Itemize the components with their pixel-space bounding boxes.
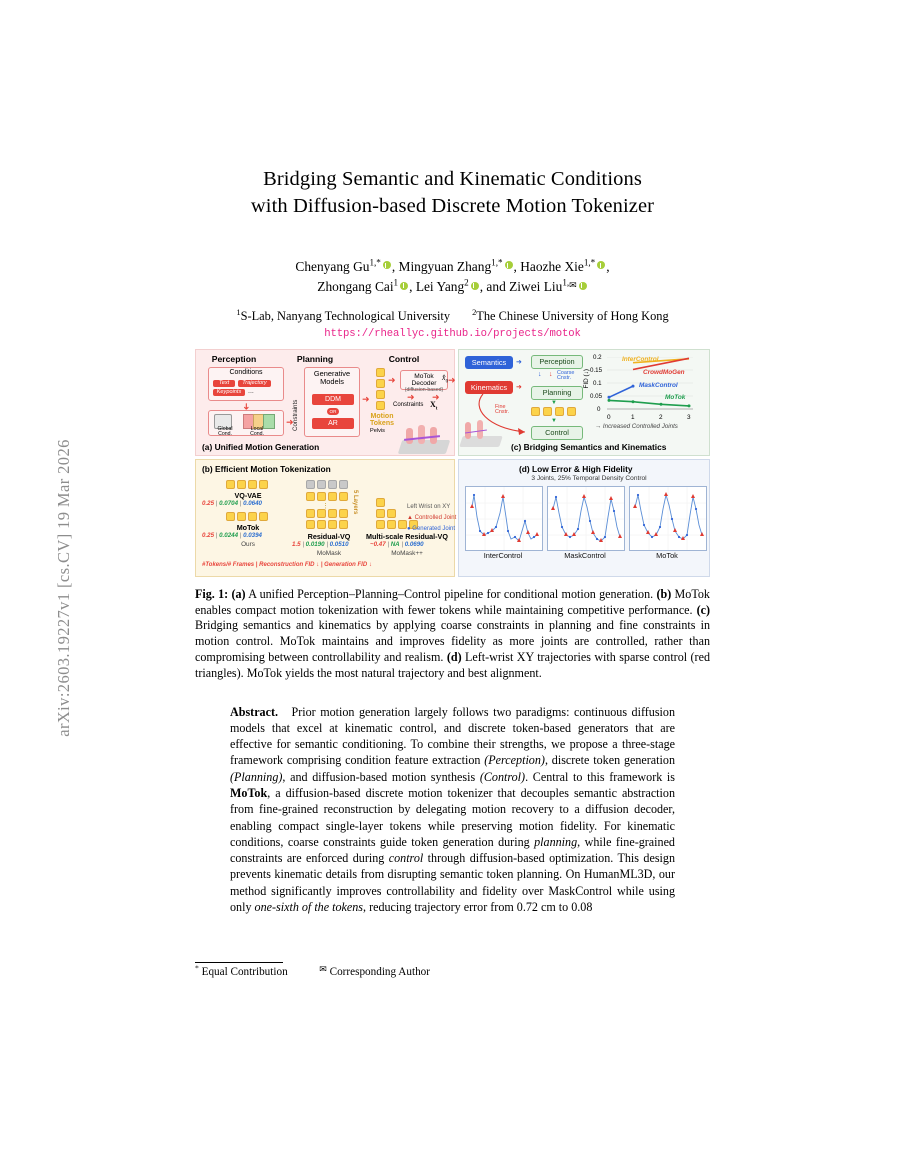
abstract-text: Prior motion generation largely follows two paradigms: continuous diffusion models that excel at kinematic control, and discrete token-based generators that are effective for semantic conditioning. To combine their strengths, we propose a three-stage framework comprising condition feature extraction (Perception), discrete token generation (Planning), and diffusion-based motion synthesis (Control). Central to this framework is MoTok, a diffusion-based discrete motion tokenizer that decouples semantic abstraction from fine-grained reconstruction by delegating motion recovery to a diffusion decoder, enabling compact single-layer tokens while preserving motion fidelity. For kinematic conditions, coarse constraints guide token generation during planning, while fine-grained constraints are enforced during control through diffusion-based optimization. This design prevents kinematic details from disrupting semantic token planning. On HumanML3D, our method significantly improves controllability and fidelity over MaskControl while using only one-sixth of the tokens, reducing trajectory error from 0.72 cm to 0.08	[230, 704, 675, 914]
human-mesh-illustration	[459, 412, 503, 452]
fid-line-chart	[585, 353, 709, 435]
orcid-icon[interactable]	[579, 282, 587, 290]
arrow-right-icon: ➜	[516, 382, 522, 391]
motok-decoder-box	[400, 370, 448, 393]
multiscale-label: Multi-scale Residual-VQ	[366, 531, 448, 541]
panel-a-headers	[196, 350, 454, 364]
figure-1	[195, 349, 710, 577]
chip-ellipsis: ...	[248, 387, 254, 395]
arrow-up-icon: ➜	[407, 391, 415, 402]
chip-text: Text	[213, 380, 235, 387]
gen-models-label-1: Generative	[313, 368, 351, 378]
chart-xlabel: → Increased Controlled Joints	[595, 422, 678, 430]
motok-label: MoTok	[236, 522, 260, 532]
title-line-1: Bridging Semantic and Kinematic Conditions	[263, 168, 642, 190]
multiscale-metrics: ~0.47 | NA | 0.0690	[370, 540, 424, 548]
residual-vq-metrics: 1.5 | 0.0190 | 0.0510	[292, 540, 349, 548]
panel-c-caption: (c) Bridging Semantics and Kinematics	[511, 441, 667, 452]
author-line-2: Zhongang Cai$^1$ , Lei Yang$^2$ , and Ziwei Liu$^{1,✉}$	[195, 277, 710, 297]
motion-token	[376, 379, 385, 388]
arrow-down-icon: ↓	[549, 369, 553, 378]
project-url-link[interactable]: https://rheallyc.github.io/projects/motok	[324, 327, 581, 340]
chart-ylabel: FID (↓)	[583, 368, 590, 389]
conditions-box	[208, 367, 284, 401]
arxiv-stamp: arXiv:2603.19227v1 [cs.CV] 19 Mar 2026	[54, 439, 73, 737]
stage-planning-box: Planning	[531, 386, 583, 400]
arrow-right-icon: ➜	[362, 393, 370, 404]
arrow-right-icon: ➜	[388, 374, 396, 385]
pelvis-label: Pelvis	[370, 427, 385, 434]
chart-xtick: 2	[659, 413, 663, 421]
residual-vq-sub: MoMask	[316, 549, 342, 557]
motok-metrics: 0.25 | 0.0244 | 0.0394	[202, 531, 263, 539]
affiliation-1: S-Lab, Nanyang Technological University	[240, 308, 451, 323]
trajectory-label-intercontrol: InterControl	[483, 550, 523, 560]
kinematics-box: Kinematics	[465, 381, 513, 394]
footnote-equal-contribution: Equal Contribution	[201, 966, 288, 978]
chip-keypoints: Keypoints	[213, 389, 245, 396]
local-cond-label-1: Local	[250, 425, 264, 432]
paper-page	[195, 0, 710, 1165]
chart-ytick: 0.2	[593, 353, 602, 361]
panel-d-subtitle: 3 Joints, 25% Temporal Density Control	[531, 474, 647, 482]
figure-caption-label: Fig. 1:	[195, 586, 229, 601]
author-chenyang-gu: Chenyang Gu	[295, 258, 370, 274]
x-hat-output: $x̂_0$	[442, 372, 449, 385]
trajectory-label-maskcontrol: MaskControl	[564, 550, 606, 560]
author-ziwei-liu: Ziwei Liu	[509, 278, 563, 294]
chart-ytick: 0	[597, 405, 601, 413]
orcid-icon[interactable]	[471, 282, 479, 290]
motok-sub: Ours	[241, 540, 255, 548]
trajectory-plot-maskcontrol	[547, 486, 625, 551]
gen-models-label-2: Models	[320, 377, 344, 387]
chart-ytick: 0.1	[593, 379, 602, 387]
page-title	[195, 166, 710, 221]
abstract-heading: Abstract.	[230, 704, 279, 719]
fine-cnstr-2: Cnstr.	[495, 409, 510, 416]
arrow-down-icon: ↓	[538, 369, 542, 378]
panel-d-caption: (d) Low Error & High Fidelity	[519, 463, 633, 474]
author-haozhe-xie: Haozhe Xie	[520, 258, 584, 274]
chart-legend-intercontrol: InterControl	[622, 355, 659, 363]
arrow-up-icon: ➜	[432, 391, 440, 402]
panel-a-caption: (a) Unified Motion Generation	[202, 441, 320, 452]
panel-b-efficient-motion-tokenization: (b) Efficient Motion Tokenization VQ-VAE 0.25 | 0.0704 | 0.0640 MoTok 0.25 | 0.0244 | 0.0394 Ours ⋮ 5 Layers Residual-VQ 1.5 | 0.0190 | 0.0510 MoMask Multi-scale Residual-VQ ~0.47 | NA | 0.0690 MoMask++ #Tokens/# Frames | Reconstruction FID ↓ | Generation FID ↓	[195, 459, 455, 577]
panel-a-header-control: Control	[388, 353, 420, 364]
stage-control-box: Control	[531, 426, 583, 440]
chart-ytick: 0.05	[590, 392, 603, 400]
trajectory-plot-motok	[629, 486, 707, 551]
arrow-down-icon: ➜	[241, 402, 252, 410]
panel-b-caption: (b) Efficient Motion Tokenization	[202, 463, 331, 474]
coarse-cnstr-1: Coarse	[557, 369, 575, 376]
semantics-box: Semantics	[465, 356, 513, 369]
footnote-rule	[195, 962, 283, 963]
footnote-corresponding-author: Corresponding Author	[329, 966, 430, 978]
chart-ytick: 0.15	[590, 366, 603, 374]
panel-d-legend-controlled: ▲ Controlled Joint	[407, 514, 457, 521]
panel-a-header-planning: Planning	[296, 353, 334, 364]
trajectory-label-motok: MoTok	[656, 550, 678, 560]
chart-xtick: 0	[607, 413, 611, 421]
chart-legend-motok: MoTok	[665, 393, 686, 401]
human-mesh-illustration	[392, 420, 456, 456]
envelope-icon: ✉	[319, 964, 327, 974]
vqvae-label: VQ-VAE	[234, 490, 262, 500]
motion-tokens-label-1: Motion	[370, 412, 394, 420]
affiliations: $^1$S-Lab, Nanyang Technological University $^2$The Chinese University of Hong Kong	[236, 306, 669, 323]
motion-tokens-label-2: Tokens	[370, 420, 394, 428]
or-box: OR	[327, 408, 339, 415]
chip-trajectory: Trajectory	[238, 380, 271, 387]
orcid-icon[interactable]	[383, 261, 391, 269]
chart-legend-crowdmogen: CrowdMoGen	[643, 368, 685, 376]
panel-d-legend-generated: ● Generated Joint	[407, 525, 455, 532]
chart-xtick: 3	[687, 413, 691, 421]
residual-vq-label: Residual-VQ	[307, 531, 351, 541]
panel-d-legend-title: Left Wrist on XY	[407, 503, 451, 510]
arrow-right-icon: ➜	[516, 357, 522, 366]
arrow-right-icon: ➜	[286, 416, 294, 427]
orcid-icon[interactable]	[597, 261, 605, 269]
motion-token	[376, 368, 385, 377]
footnote: * Equal Contribution ✉ Corresponding Author	[195, 963, 430, 978]
motion-token	[376, 390, 385, 399]
coarse-cnstr-2: Cnstr.	[557, 375, 572, 382]
title-line-2: with Diffusion-based Discrete Motion Tokenizer	[250, 195, 655, 218]
author-zhongang-cai: Zhongang Cai	[317, 278, 394, 294]
conditions-title: Conditions	[229, 368, 263, 376]
abstract-section	[230, 704, 675, 915]
figure-caption	[195, 587, 710, 682]
constraints-vertical-label: Constraints	[292, 399, 299, 431]
constraints-label: Constraints	[393, 401, 424, 408]
panel-a-unified-motion-generation	[195, 349, 455, 456]
motion-token	[376, 401, 385, 410]
cond-box	[208, 410, 284, 436]
stage-perception-box: Perception	[531, 355, 583, 369]
x-t-input: $X_t$	[430, 399, 438, 412]
global-cond-label-2: Cond.	[218, 431, 232, 438]
panel-c-bridging-semantics-kinematics	[458, 349, 710, 456]
orcid-icon[interactable]	[400, 282, 408, 290]
trajectory-plot-intercontrol	[465, 486, 543, 551]
vqvae-metrics: 0.25 | 0.0704 | 0.0640	[202, 499, 263, 507]
generative-models-box	[304, 367, 360, 437]
author-list	[195, 257, 710, 297]
panel-b-legend: #Tokens/# Frames | Reconstruction FID ↓ | Generation FID ↓	[202, 561, 372, 568]
decoder-label-1: MoTok Decoder	[411, 372, 437, 387]
orcid-icon[interactable]	[505, 261, 513, 269]
layers-label: 5 Layers	[352, 489, 358, 515]
global-cond-label-1: Global	[217, 425, 233, 432]
decoder-label-2: (diffusion-based)	[404, 386, 444, 393]
ddm-box: DDM	[312, 394, 354, 405]
arrow-down-icon: ▼	[551, 399, 557, 406]
local-cond-label-2: Cond.	[250, 431, 264, 438]
author-line-1: Chenyang $Gu^{1,*}$ , Mingyuan Zhang$^{1,*}$ , Haozhe Xie$^{1,*}$ ,	[295, 257, 610, 274]
chart-xtick: 1	[631, 413, 635, 421]
fine-cnstr-1: Fine	[495, 403, 506, 410]
author-lei-yang: Lei Yang	[415, 278, 465, 294]
arrow-down-icon: ▼	[551, 417, 557, 424]
figure-caption-text: (a) A unified Perception–Planning–Control pipeline for conditional motion generation. (b) MoTok enables compact motion tokenization with fewer tokens while maintaining competitive performance. (c) Bridging semantics and kinematics by applying coarse constraints in planning and fine constraints in motion control. MoTok maintains and improves fidelity as more joints are controlled, rather than compromising between controllability and realism. (d) Left-wrist XY trajectories with sparse control (red triangles). MoTok yields the most natural trajectory and best alignment.	[195, 586, 710, 680]
chart-legend-maskcontrol: MaskControl	[639, 381, 678, 389]
author-mingyuan-zhang: Mingyuan Zhang	[398, 258, 492, 274]
multiscale-sub: MoMask++	[391, 549, 423, 557]
arrow-right-icon: ➜	[448, 374, 456, 385]
panel-a-header-perception: Perception	[211, 353, 257, 364]
affiliation-2: The Chinese University of Hong Kong	[476, 308, 669, 323]
ar-box: AR	[312, 418, 354, 429]
envelope-icon: ✉	[569, 279, 577, 290]
